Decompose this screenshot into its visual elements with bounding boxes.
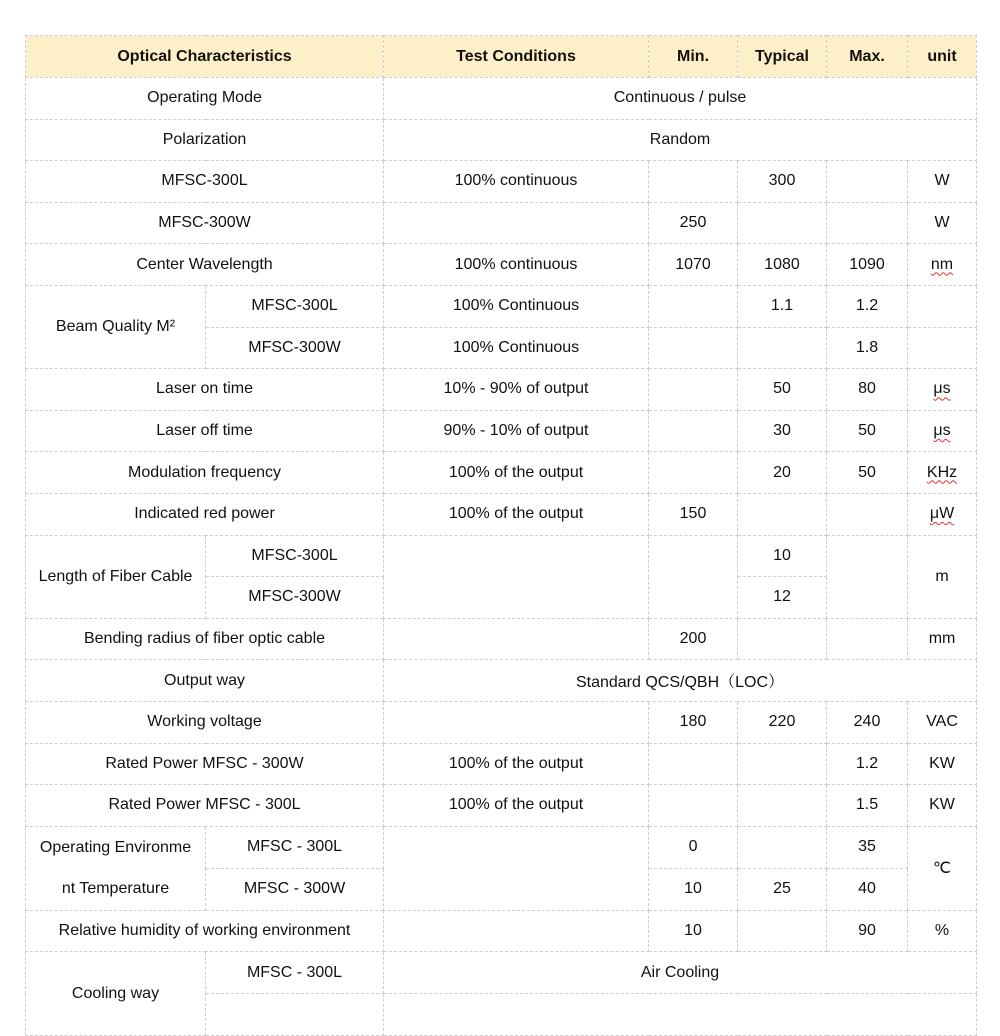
cell: 1.5 <box>827 785 908 827</box>
cell <box>649 327 738 369</box>
cell: Continuous / pulse <box>384 78 977 120</box>
table-row <box>26 826 977 868</box>
cell: 20 <box>738 452 827 494</box>
cell <box>908 285 977 327</box>
cell <box>738 743 827 785</box>
unit-text: μs <box>933 380 951 398</box>
table-row <box>26 244 977 286</box>
cell: Rated Power MFSC - 300W <box>26 743 384 785</box>
cell: Air Cooling <box>384 952 977 994</box>
cell: ℃ <box>908 826 977 910</box>
cell <box>384 535 649 618</box>
cell <box>649 410 738 452</box>
cell: MFSC-300L <box>26 161 384 203</box>
cell <box>738 826 827 868</box>
cell: KW <box>908 743 977 785</box>
cell: 1080 <box>738 244 827 286</box>
cell: 1.8 <box>827 327 908 369</box>
cell: Modulation frequency <box>26 452 384 494</box>
table-row <box>26 743 977 785</box>
cell: 90% - 10% of output <box>384 410 649 452</box>
cell <box>384 826 649 910</box>
cell <box>908 410 977 452</box>
unit-text: μW <box>929 505 955 523</box>
cell <box>827 493 908 535</box>
cell: Relative humidity of working environment <box>26 910 384 952</box>
cell: MFSC-300W <box>26 202 384 244</box>
cell: 100% Continuous <box>384 285 649 327</box>
cell: 100% of the output <box>384 743 649 785</box>
cell: Output way <box>26 660 384 702</box>
cell <box>738 327 827 369</box>
table-row <box>26 119 977 161</box>
cell: Rated Power MFSC - 300L <box>26 785 384 827</box>
cell <box>908 452 977 494</box>
cell <box>384 910 649 952</box>
cell: VAC <box>908 701 977 743</box>
cell: 50 <box>738 369 827 411</box>
cell: 100% continuous <box>384 244 649 286</box>
cell <box>738 618 827 660</box>
optical-characteristics-table <box>25 35 977 1036</box>
cell <box>649 535 738 618</box>
cell: W <box>908 202 977 244</box>
unit-text: KHz <box>926 463 958 481</box>
table-row <box>26 78 977 120</box>
cell: Laser on time <box>26 369 384 411</box>
cell <box>908 244 977 286</box>
unit-text: μs <box>933 422 951 440</box>
cell <box>827 202 908 244</box>
cell <box>649 785 738 827</box>
cell: 10 <box>738 535 827 577</box>
cell: 50 <box>827 452 908 494</box>
table-row <box>26 660 977 702</box>
cell: 10 <box>649 910 738 952</box>
header-cell: Max. <box>827 36 908 78</box>
cell: 1070 <box>649 244 738 286</box>
cell <box>649 369 738 411</box>
cell <box>908 369 977 411</box>
cell <box>26 826 206 910</box>
cell: 1.2 <box>827 285 908 327</box>
cell: Laser off time <box>26 410 384 452</box>
cell <box>649 285 738 327</box>
cell: KW <box>908 785 977 827</box>
header-cell: Typical <box>738 36 827 78</box>
cell: 10 <box>649 868 738 910</box>
cell <box>738 910 827 952</box>
cell: 30 <box>738 410 827 452</box>
cell-line: nt Temperature <box>61 880 170 898</box>
cell: MFSC-300L <box>206 285 384 327</box>
cell: 40 <box>827 868 908 910</box>
cell <box>384 618 649 660</box>
cell <box>827 535 908 618</box>
cell: 100% of the output <box>384 785 649 827</box>
cell: 150 <box>649 493 738 535</box>
cell: 300 <box>738 161 827 203</box>
unit-text: nm <box>930 255 954 273</box>
table-row <box>26 369 977 411</box>
cell <box>908 493 977 535</box>
cell: Cooling way <box>26 952 206 1035</box>
cell <box>738 202 827 244</box>
header-cell: Optical Characteristics <box>26 36 384 78</box>
cell <box>649 452 738 494</box>
header-cell: unit <box>908 36 977 78</box>
cell: 80 <box>827 369 908 411</box>
cell <box>384 202 649 244</box>
table-row <box>26 618 977 660</box>
cell: 100% of the output <box>384 493 649 535</box>
cell: 100% continuous <box>384 161 649 203</box>
cell: % <box>908 910 977 952</box>
cell: Polarization <box>26 119 384 161</box>
cell: 220 <box>738 701 827 743</box>
table-row <box>26 202 977 244</box>
cell <box>649 743 738 785</box>
table-row <box>26 910 977 952</box>
cell: 240 <box>827 701 908 743</box>
cell <box>738 785 827 827</box>
cell: Standard QCS/QBH（LOC） <box>384 660 977 702</box>
cell: MFSC-300L <box>206 535 384 577</box>
cell: 25 <box>738 868 827 910</box>
cell: MFSC - 300L <box>206 952 384 994</box>
table-header <box>26 36 977 78</box>
table-row <box>26 285 977 327</box>
cell: 50 <box>827 410 908 452</box>
header-cell: Test Conditions <box>384 36 649 78</box>
cell: Indicated red power <box>26 493 384 535</box>
cell: MFSC-300W <box>206 577 384 619</box>
cell: Beam Quality M² <box>26 285 206 368</box>
cell: Center Wavelength <box>26 244 384 286</box>
cell: MFSC - 300W <box>206 868 384 910</box>
cell: 1090 <box>827 244 908 286</box>
table-row <box>26 952 977 994</box>
cell <box>827 161 908 203</box>
cell: MFSC-300W <box>206 327 384 369</box>
cell: 35 <box>827 826 908 868</box>
cell: Length of Fiber Cable <box>26 535 206 618</box>
cell: W <box>908 161 977 203</box>
cell: 12 <box>738 577 827 619</box>
cell <box>827 618 908 660</box>
table-row <box>26 493 977 535</box>
cell: 200 <box>649 618 738 660</box>
cell: 180 <box>649 701 738 743</box>
cell: 0 <box>649 826 738 868</box>
cell: 1.2 <box>827 743 908 785</box>
cell: Bending radius of fiber optic cable <box>26 618 384 660</box>
cell: 100% of the output <box>384 452 649 494</box>
table-row <box>26 701 977 743</box>
cell: 1.1 <box>738 285 827 327</box>
cell <box>649 161 738 203</box>
cell: 10% - 90% of output <box>384 369 649 411</box>
cell: 250 <box>649 202 738 244</box>
table-row <box>26 535 977 577</box>
cell: Operating Mode <box>26 78 384 120</box>
table-row <box>26 410 977 452</box>
cell <box>384 701 649 743</box>
cell: m <box>908 535 977 618</box>
header-cell: Min. <box>649 36 738 78</box>
cell: Random <box>384 119 977 161</box>
cell <box>738 493 827 535</box>
table-row <box>26 785 977 827</box>
table-row <box>26 452 977 494</box>
cell: mm <box>908 618 977 660</box>
table-row <box>26 161 977 203</box>
cell: 100% Continuous <box>384 327 649 369</box>
cell: MFSC - 300L <box>206 826 384 868</box>
cell-line: Operating Environme <box>39 838 192 856</box>
cell <box>908 327 977 369</box>
cell: 90 <box>827 910 908 952</box>
cell: Working voltage <box>26 701 384 743</box>
